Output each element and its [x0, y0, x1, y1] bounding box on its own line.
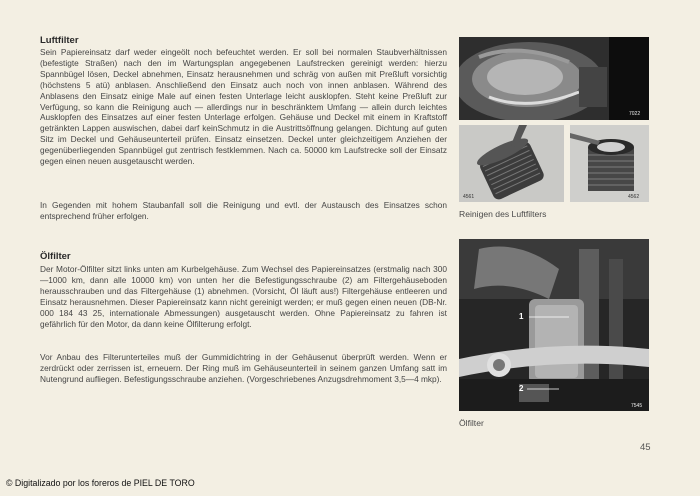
- luftfilter-paragraph-1: Sein Papiereinsatz darf weder eingeölt noch befeuchtet werden. Er soll bei normalen Staubverhältnissen (befestigte Straßen) nach den im Wartungsplan angegebenen Laufstrecken gereinigt werden: hierzu Spannbügel lösen, Deckel abnehmen, Einsatz herausnehmen und schräg von außen mit Preßluft vorsichtig (höchstens 5 atü) anblasen. Anschließend den Einsatz auch noch von innen anblasen. Während des Anblasens den Einsatz einige Male auf einen festen Unterlage leicht ausklopfen. Steht keine Preßluft zur Verfügung, so kann die Reinigung auch — allerdings nur in beschränktem Umfang — allein durch leichtes Ausklopfen des Einsatzes auf einer festen Unterlage erfolgen. Gehäuse und Deckel mit einem in Kraftstoff getränkten Lappen auswischen, dabei darf keinSchmutz in die Austrittsöffnung gelangen. Dichtung auf guten Sitz im Deckel und Gehäuseunterteil prüfen. Einsatz einsetzen. Deckel unter gleichzeitigem Anziehen der gegenüberliegenden Spannbügel gut zentrisch festklemmen. Nach ca. 50000 km Laufstrecke soll der Einsatz gegen einen neuen ausgetauscht werden.: [40, 47, 447, 167]
- air-filter-cleaning-photo-right: [570, 125, 649, 202]
- photo-left-tag: 4561: [463, 194, 475, 200]
- oelfilter-paragraph-2: Vor Anbau des Filterunterteiles muß der Gummidichtring in der Gehäusenut überprüft werden. Wenn er zerdrückt oder zerrissen ist, erneuern. Der Ring muß im Gehäuseunterteil in seinem ganzen Umfang satt im Nutengrund aufliegen. Befestigungsschraube anziehen. (Vorgeschriebenes Anzugsdrehmoment 3,5—4 mkp).: [40, 352, 447, 384]
- luftfilter-heading: Luftfilter: [40, 35, 79, 46]
- air-filter-cleaning-photo-left: [459, 125, 564, 202]
- oelfilter-paragraph-1: Der Motor-Ölfilter sitzt links unten am Kurbelgehäuse. Zum Wechsel des Papiereinsatzes (erstmalig nach 300—1000 km, dann alle 10000 km) von unten her die Befestigungsschraube (2) am Filtergehäuseboden herausschrauben und das Filtergehäuse (1) abnehmen. (Vorsicht, Öl läuft aus!) Filtergehäuse entleeren und Einsatz herausnehmen. Dieser Papiereinsatz kann nicht gereinigt werden; er muß gegen einen neuen (DB-Nr. 000 184 43 25, internationale Abmessungen) ausgetauscht werden. Ohne Papiereinsatz zu fahren ist gefährlich für den Motor, da dann keine Ölfilterung erfolgt.: [40, 264, 447, 329]
- luftfilter-paragraph-2: In Gegenden mit hohem Staubanfall soll die Reinigung und evtl. der Austausch des Einsatzes schon entsprechend früher erfolgen.: [40, 200, 447, 221]
- photo-right-tag: 4562: [628, 194, 640, 200]
- photo-top-tag: 7022: [629, 111, 641, 117]
- scan-credit: © Digitalizado por los foreros de PIEL DE TORO: [6, 478, 195, 488]
- oil-filter-photo: [459, 239, 649, 411]
- oil-filter-photo-tag: 7545: [631, 403, 643, 409]
- air-filter-engine-photo: [459, 37, 649, 120]
- oelfilter-caption: Ölfilter: [459, 418, 484, 428]
- oil-filter-label-2: 2: [519, 384, 524, 393]
- oil-filter-label-1: 1: [519, 312, 524, 321]
- page-number: 45: [640, 442, 651, 453]
- oelfilter-heading: Ölfilter: [40, 251, 71, 262]
- luftfilter-caption: Reinigen des Luftfilters: [459, 209, 547, 219]
